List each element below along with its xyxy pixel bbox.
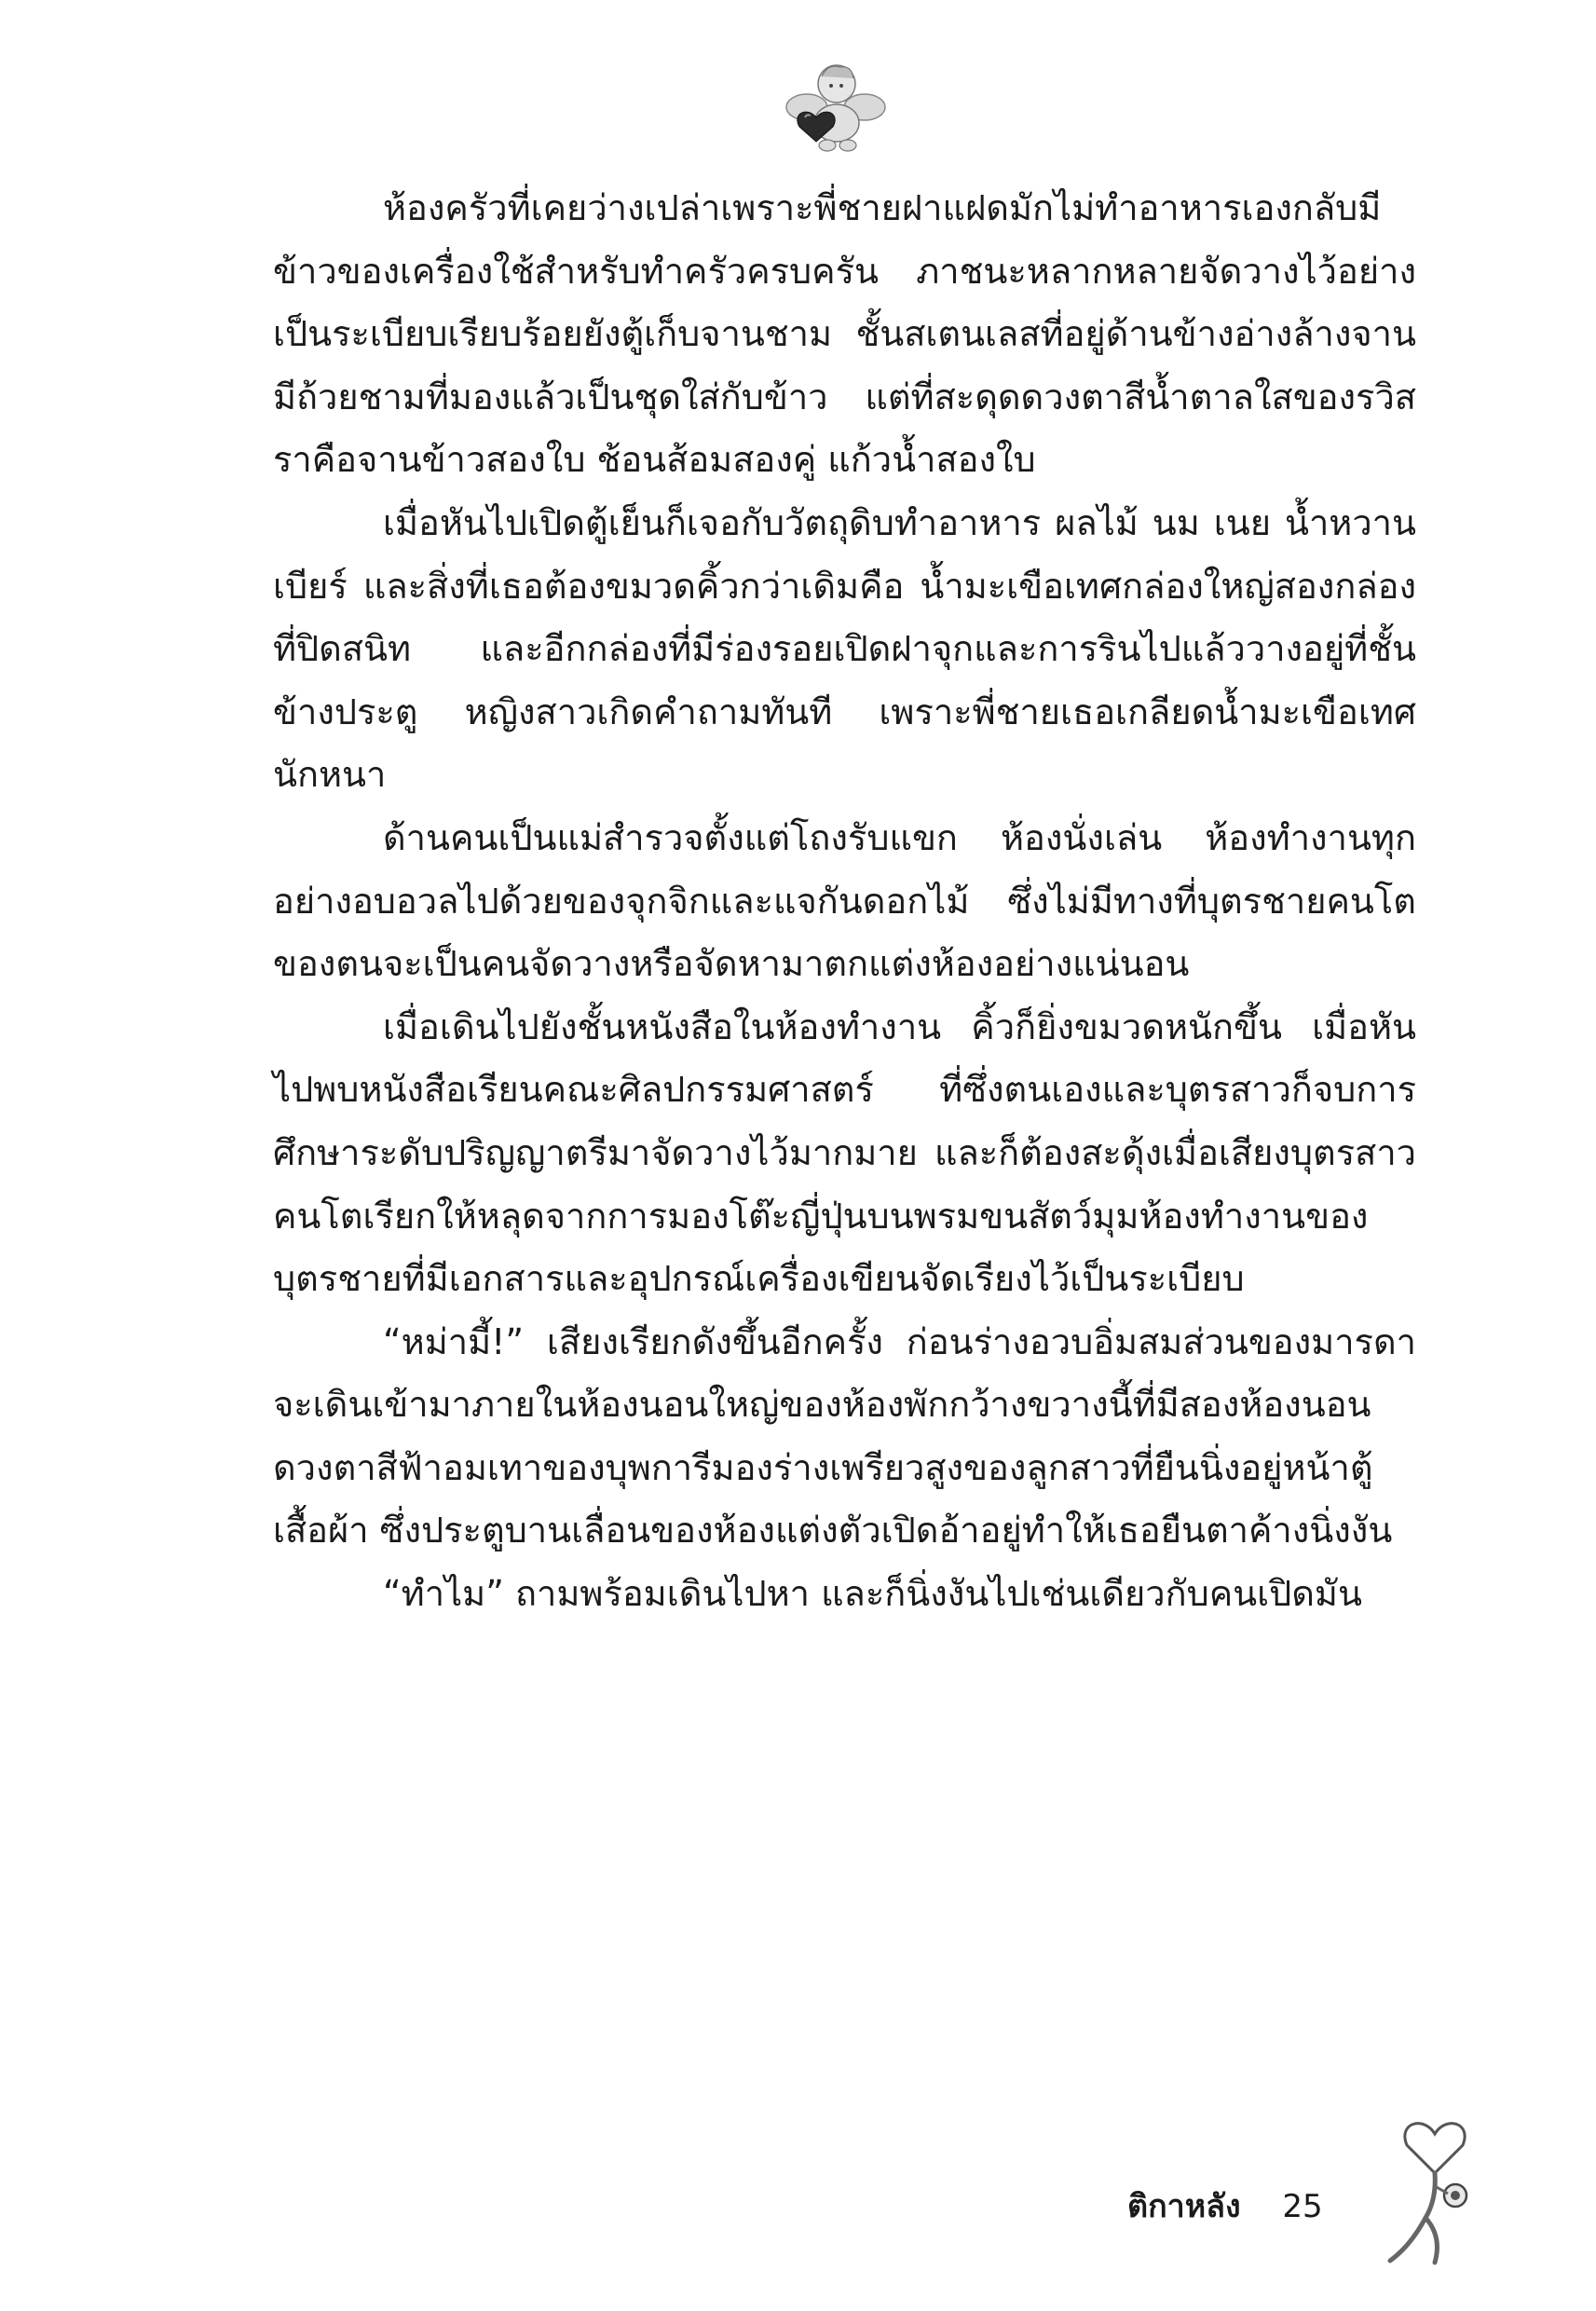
paragraph: เมื่อหันไปเปิดตู้เย็นก็เจอกับวัตถุดิบทำอาหาร ผลไม้ นม เนย น้ำหวาน เบียร์ และสิ่งที่เธอต้องขมวดคิ้วกว่าเดิมคือ น้ำมะเขือเทศกล่องใหญ่สองกล่องที่ปิดสนิท และอีกกล่องที่มีร่องรอยเปิดฝาจุกและการรินไปแล้ววางอยู่ที่ชั้นข้างประตู หญิงสาวเกิดคำถามทันที เพราะพี่ชายเธอเกลียดน้ำมะเขือเทศนักหนา — [273, 501, 1416, 796]
book-title: ติกาหลัง — [1127, 2188, 1241, 2225]
page-number: 25 — [1282, 2188, 1323, 2225]
paragraph: “หม่ามี้!” เสียงเรียกดังขึ้นอีกครั้ง ก่อนร่างอวบอิ่มสมส่วนของมารดาจะเดินเข้ามาภายในห้องนอนใหญ่ของห้องพักกว้างขวางนี้ที่มีสองห้องนอน ดวงตาสีฟ้าอมเทาของบุพการีมองร่างเพรียวสูงของลูกสาวที่ยืนนิ่งอยู่หน้าตู้เสื้อผ้า ซึ่งประตูบานเลื่อนของห้องแต่งตัวเปิดอ้าอยู่ทำให้เธอยืนตาค้างนิ่งงัน — [273, 1320, 1416, 1552]
cupid-heart-icon — [779, 56, 891, 158]
body-text — [273, 177, 1416, 1626]
paragraph: ด้านคนเป็นแม่สำรวจตั้งแต่โถงรับแขก ห้องนั่งเล่น ห้องทำงานทุกอย่างอบอวลไปด้วยของจุกจิกและแจกันดอกไม้ ซึ่งไม่มีทางที่บุตรชายคนโตของตนจะเป็นคนจัดวางหรือจัดหามาตกแต่งห้องอย่างแน่นอน — [273, 816, 1416, 985]
paragraph: ห้องครัวที่เคยว่างเปล่าเพราะพี่ชายฝาแฝดมักไม่ทำอาหารเองกลับมีข้าวของเครื่องใช้สำหรับทำครัวครบครัน ภาชนะหลากหลายจัดวางไว้อย่างเป็นระเบียบเรียบร้อยยังตู้เก็บจานชาม ชั้นสเตนเลสที่อยู่ด้านข้างอ่างล้างจานมีถ้วยชามที่มองแล้วเป็นชุดใส่กับข้าว แต่ที่สะดุดดวงตาสีน้ำตาลใสของรวิสราคือจานข้าวสองใบ ช้อนส้อมสองคู่ แก้วน้ำสองใบ — [273, 187, 1416, 481]
paragraph: “ทำไม” ถามพร้อมเดินไปหา และก็นิ่งงันไปเช่นเดียวกับคนเปิดมัน — [383, 1573, 1362, 1615]
stethoscope-heart-icon — [1370, 2097, 1500, 2274]
paragraph: เมื่อเดินไปยังชั้นหนังสือในห้องทำงาน คิ้วก็ยิ่งขมวดหนักขึ้น เมื่อหันไปพบหนังสือเรียนคณะศิลปกรรมศาสตร์ ที่ซึ่งตนเองและบุตรสาวก็จบการศึกษาระดับปริญญาตรีมาจัดวางไว้มากมาย และก็ต้องสะดุ้งเมื่อเสียงบุตรสาวคนโตเรียกให้หลุดจากการมองโต๊ะญี่ปุ่นบนพรมขนสัตว์มุมห้องทำงานของบุตรชายที่มีเอกสารและอุปกรณ์เครื่องเขียนจัดเรียงไว้เป็นระเบียบ — [273, 1005, 1416, 1300]
page-footer — [1127, 2181, 1323, 2231]
